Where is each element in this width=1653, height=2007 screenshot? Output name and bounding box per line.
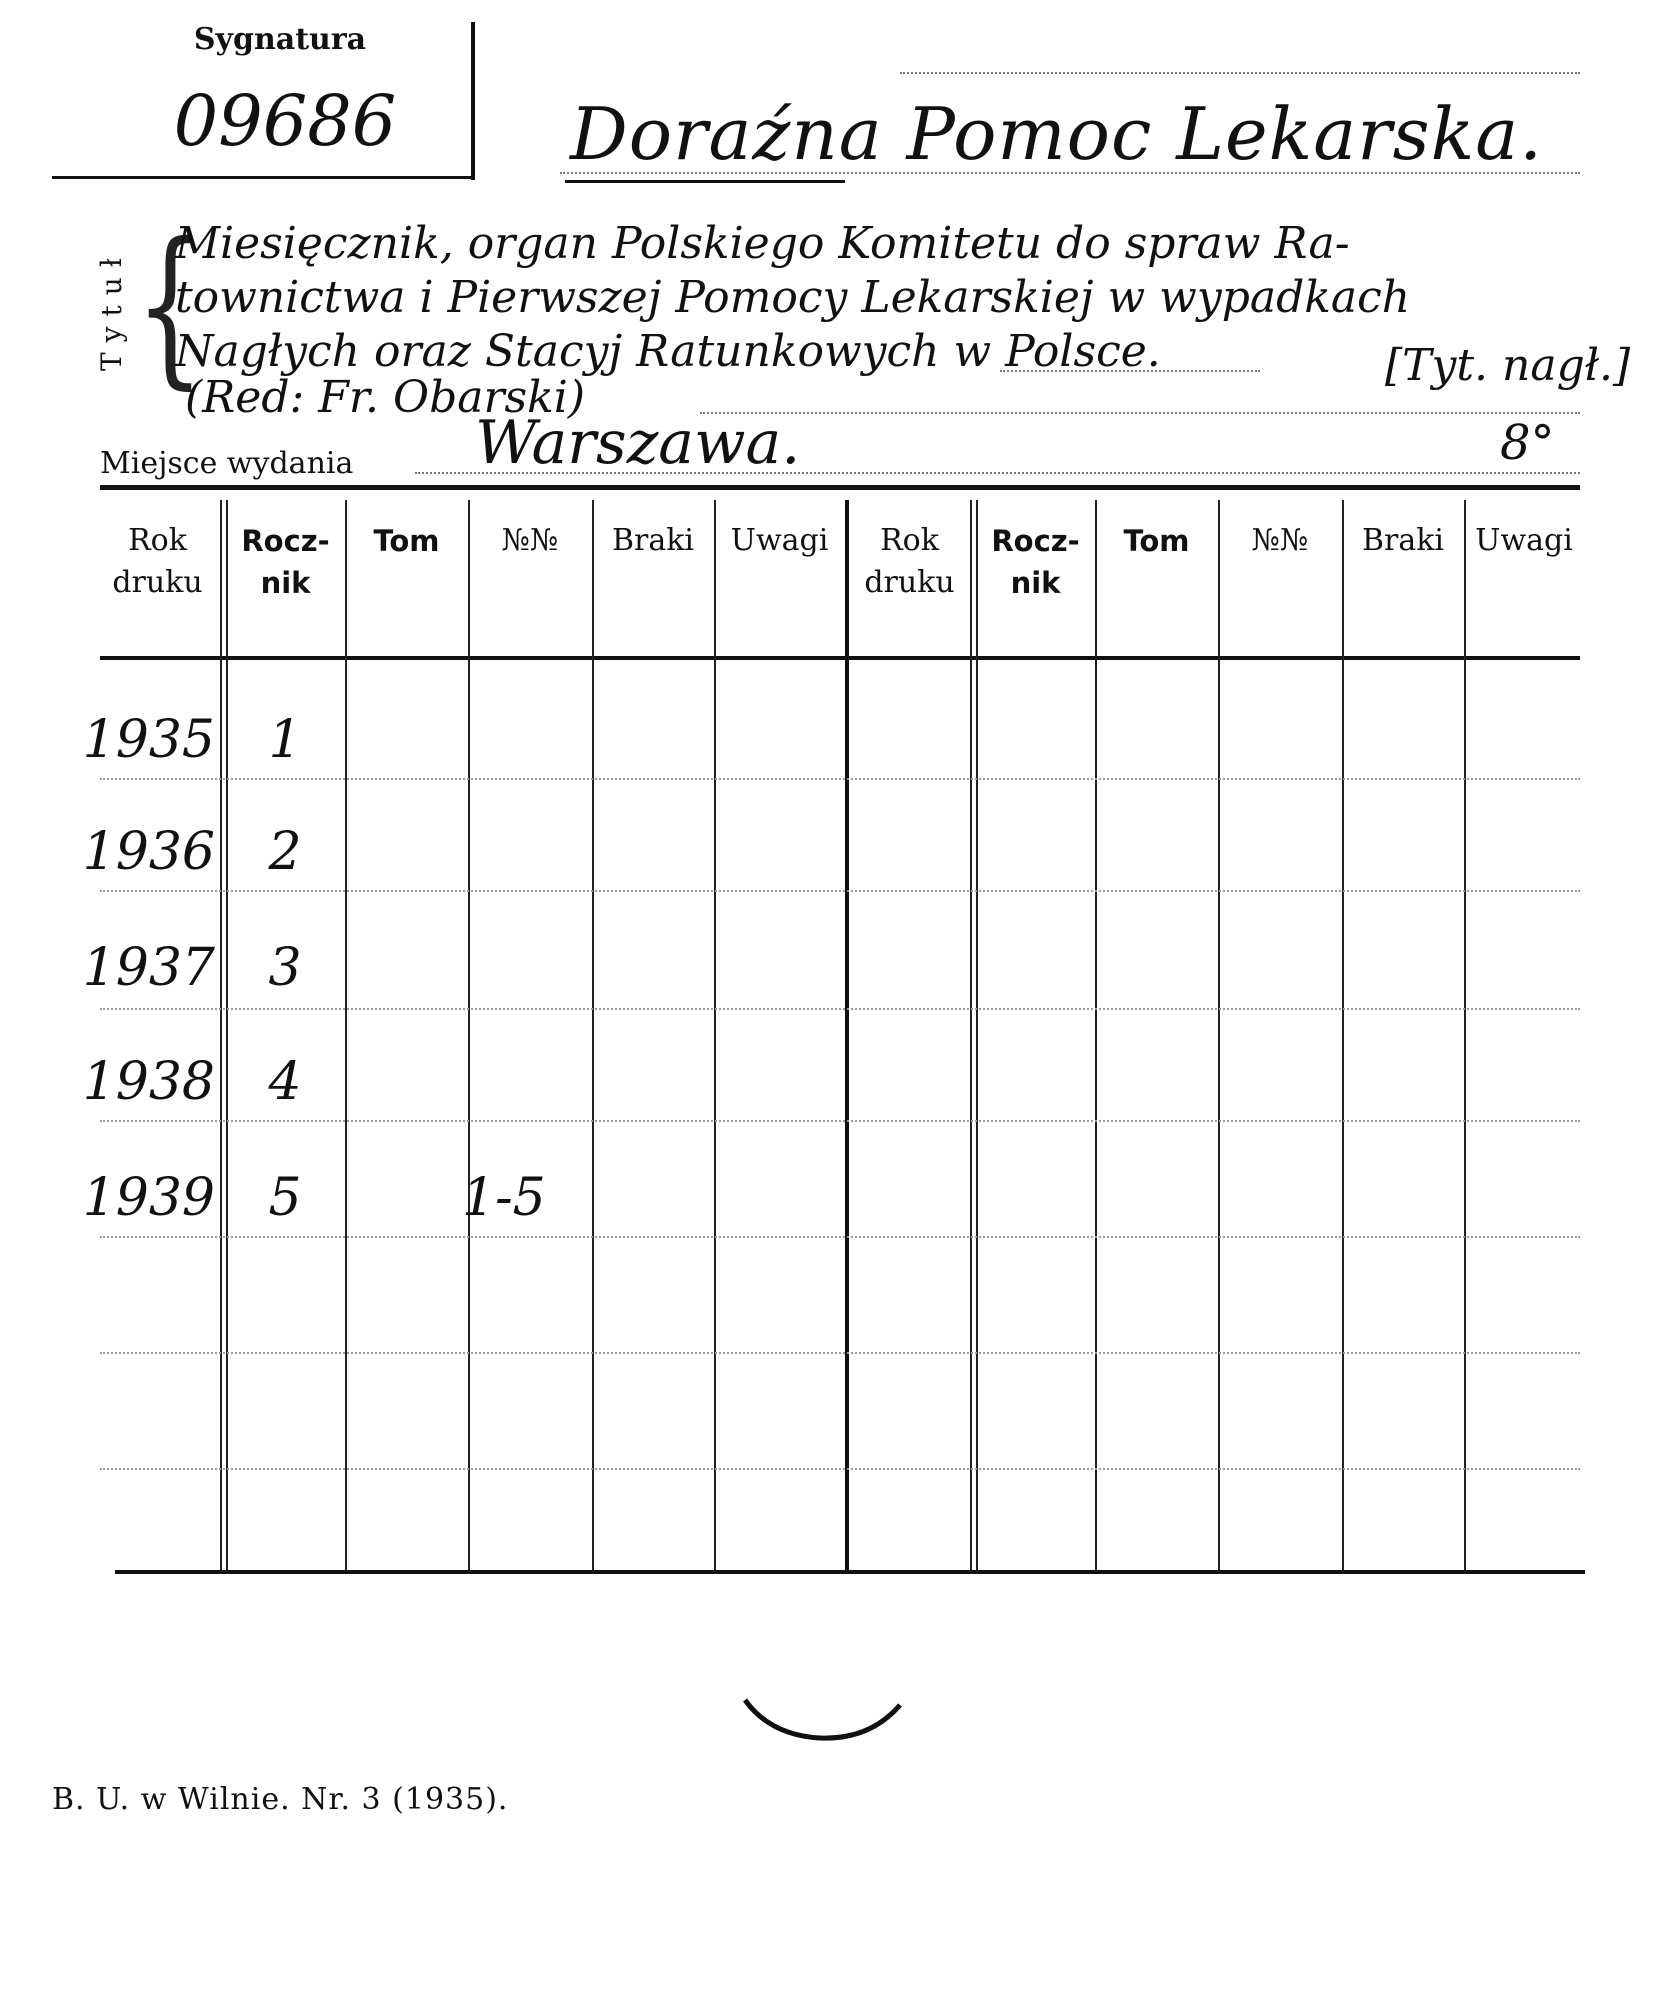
row-rule	[100, 1352, 1580, 1354]
signature-underline	[52, 176, 475, 179]
title-line-2: townictwa i Pierwszej Pomocy Lekarskiej w wypadkach	[175, 272, 1411, 323]
header-gaps: Braki	[611, 523, 695, 558]
column-divider	[468, 500, 470, 1570]
dotted-line	[900, 72, 1580, 74]
column-divider-center	[845, 500, 849, 1570]
place-value: Warszawa.	[475, 408, 801, 478]
title-field-label: Tytuł	[95, 248, 128, 372]
table-top-rule	[100, 485, 1580, 490]
table-row-numbers: 1-5	[462, 1168, 546, 1228]
row-rule	[100, 1468, 1580, 1470]
row-rule	[100, 778, 1580, 780]
column-divider	[226, 500, 228, 1570]
column-divider	[976, 500, 978, 1570]
table-row-year: 1938	[82, 1052, 215, 1112]
main-title-underline	[565, 180, 845, 183]
brace-icon: {	[135, 206, 205, 405]
header-volume: Rocz- nik	[991, 524, 1080, 600]
row-rule	[100, 1120, 1580, 1122]
header-gaps: Braki	[1361, 523, 1445, 558]
footer-imprint: B. U. w Wilnie. Nr. 3 (1935).	[52, 1782, 509, 1817]
column-divider	[1218, 500, 1220, 1570]
column-divider	[220, 500, 222, 1570]
row-rule	[100, 1236, 1580, 1238]
column-divider	[592, 500, 594, 1570]
header-notes: Uwagi	[1475, 523, 1573, 558]
header-tom: Tom	[373, 524, 440, 558]
header-volume: Rocz- nik	[241, 524, 330, 600]
table-row-volume: 4	[268, 1052, 302, 1112]
header-year: Rok druku	[112, 523, 203, 600]
title-line-3: Nagłych oraz Stacyj Ratunkowych w Polsce.	[175, 326, 1161, 377]
table-bottom-rule	[115, 1570, 1585, 1574]
table-row-volume: 5	[268, 1168, 302, 1228]
signature-value: 09686	[173, 80, 397, 162]
header-numbers: №№	[501, 523, 559, 558]
column-divider	[1095, 500, 1097, 1570]
row-rule	[100, 890, 1580, 892]
table-row-year: 1936	[82, 822, 215, 882]
signature-label: Sygnatura	[193, 22, 367, 57]
dotted-line	[1000, 370, 1260, 372]
header-year: Rok druku	[864, 523, 955, 600]
table-row-year: 1935	[82, 710, 215, 770]
column-divider	[970, 500, 972, 1570]
title-annotation: [Tyt. nagł.]	[1385, 340, 1631, 391]
column-divider	[345, 500, 347, 1570]
column-divider	[714, 500, 716, 1570]
row-rule	[100, 1008, 1580, 1010]
table-row-volume: 3	[268, 938, 302, 998]
dotted-line	[700, 412, 1580, 414]
dotted-line	[560, 172, 1580, 174]
column-divider	[1342, 500, 1344, 1570]
title-line-1: Miesięcznik, organ Polskiego Komitetu do spraw Ra-	[175, 218, 1350, 269]
place-label: Miejsce wydania	[100, 446, 354, 481]
table-row-volume: 1	[268, 710, 302, 770]
ink-mark-icon	[740, 1690, 910, 1760]
table-row-volume: 2	[268, 822, 302, 882]
header-numbers: №№	[1251, 523, 1309, 558]
header-notes: Uwagi	[730, 523, 829, 558]
signature-divider	[471, 22, 475, 180]
title-line-4: (Red: Fr. Obarski)	[185, 372, 585, 423]
format-value: 8°	[1500, 415, 1555, 471]
dotted-line	[415, 472, 1580, 474]
table-row-year: 1937	[82, 938, 215, 998]
column-divider	[1464, 500, 1466, 1570]
table-row-year: 1939	[82, 1168, 215, 1228]
main-title: Doraźna Pomoc Lekarska.	[570, 92, 1544, 176]
header-tom: Tom	[1123, 524, 1190, 558]
table-header-rule	[100, 656, 1580, 660]
